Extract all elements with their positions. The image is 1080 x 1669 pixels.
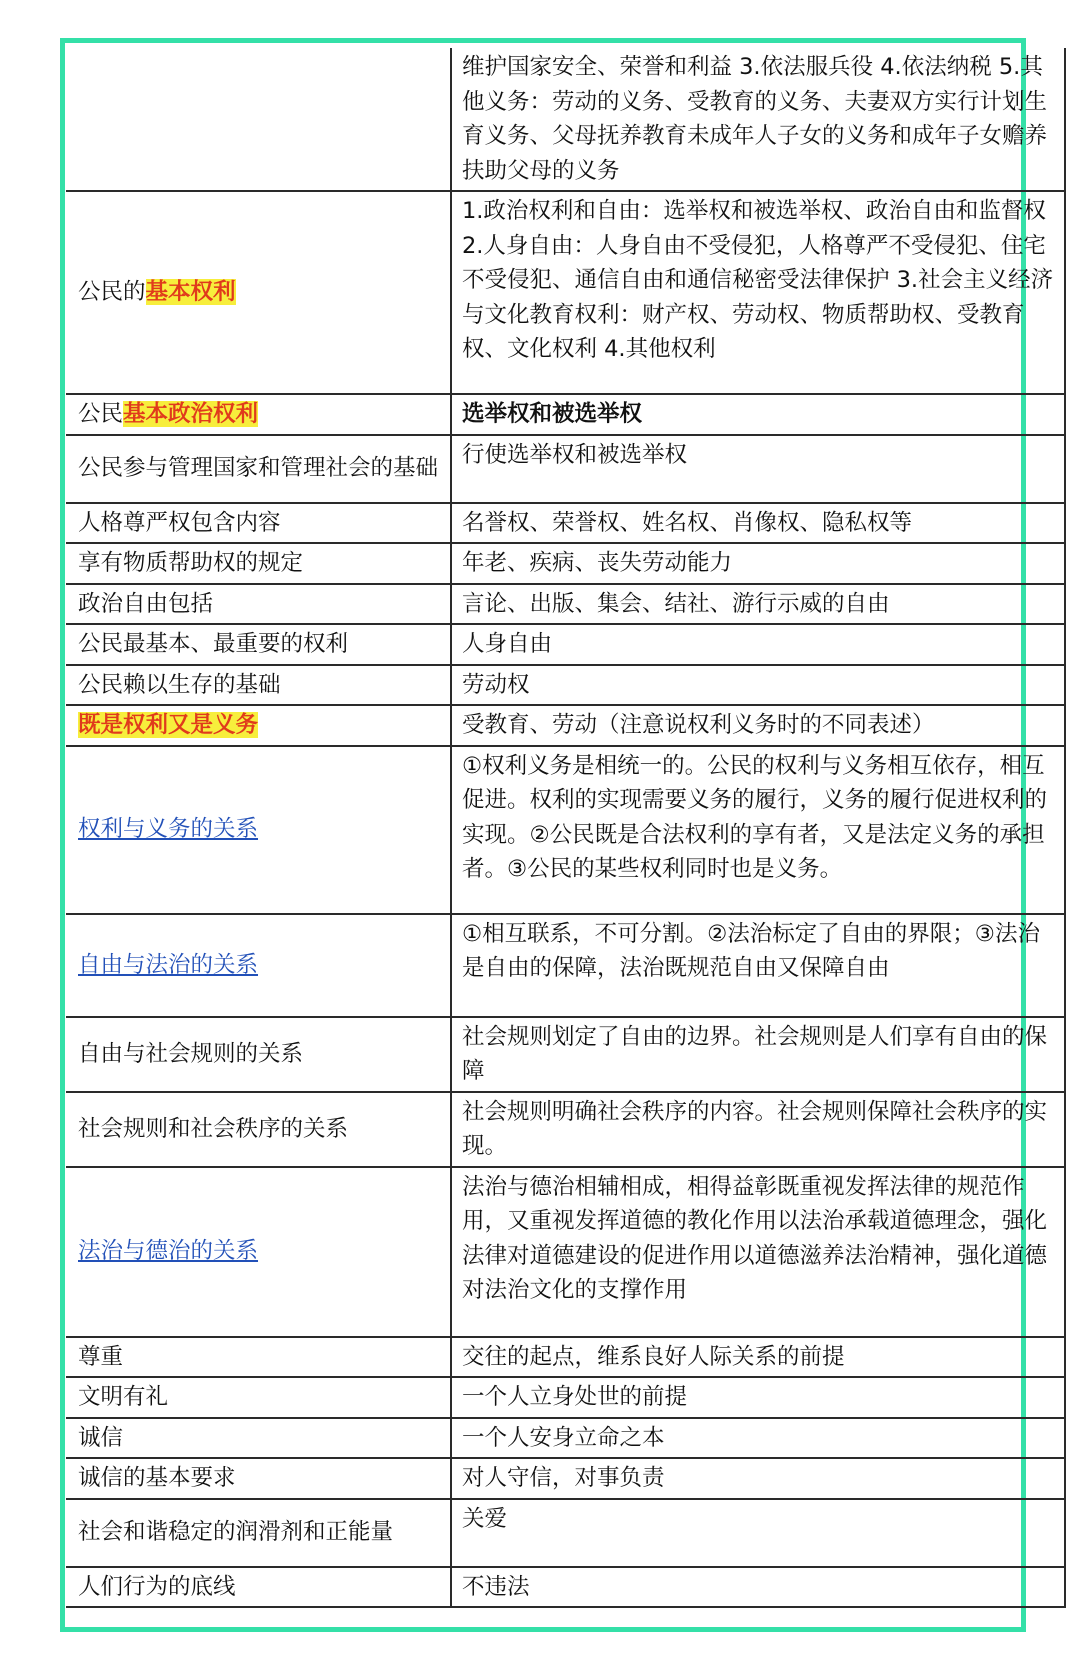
row-key: 公民赖以生存的基础 — [66, 665, 451, 706]
row-key — [66, 746, 451, 914]
row-value: 维护国家安全、荣誉和利益 3.依法服兵役 4.依法纳税 5.其他义务：劳动的义务、受教育的义务、夫妻双方实行计划生育义务、父母抚养教育未成年人子女的义务和成年子女赡养扶助父母的义务 — [451, 48, 1065, 191]
key-highlight: 基本政治权利 — [123, 401, 259, 427]
table-row — [66, 914, 1065, 1017]
table-row — [66, 1418, 1065, 1459]
row-value: 受教育、劳动（注意说权利义务时的不同表述） — [451, 705, 1065, 746]
table-row — [66, 543, 1065, 584]
row-key: 社会和谐稳定的润滑剂和正能量 — [66, 1499, 451, 1567]
key-prefix: 公民 — [78, 401, 124, 427]
row-key: 公民最基本、最重要的权利 — [66, 624, 451, 665]
row-value: 交往的起点，维系良好人际关系的前提 — [451, 1337, 1065, 1378]
row-value: 劳动权 — [451, 665, 1065, 706]
row-key: 人们行为的底线 — [66, 1567, 451, 1608]
table-row — [66, 1458, 1065, 1499]
row-value: 社会规则明确社会秩序的内容。社会规则保障社会秩序的实现。 — [451, 1092, 1065, 1167]
table-row — [66, 1499, 1065, 1567]
row-value: 言论、出版、集会、结社、游行示威的自由 — [451, 584, 1065, 625]
row-key: 享有物质帮助权的规定 — [66, 543, 451, 584]
table-row — [66, 191, 1065, 394]
row-key — [66, 48, 451, 191]
table-row — [66, 705, 1065, 746]
row-value: 年老、疾病、丧失劳动能力 — [451, 543, 1065, 584]
table-row — [66, 1017, 1065, 1092]
key-link[interactable]: 权利与义务的关系 — [78, 816, 259, 843]
row-key: 尊重 — [66, 1337, 451, 1378]
table-row — [66, 1167, 1065, 1337]
key-highlight: 既是权利又是义务 — [78, 712, 259, 738]
row-value: 对人守信，对事负责 — [451, 1458, 1065, 1499]
row-value: 行使选举权和被选举权 — [451, 435, 1065, 503]
row-key: 政治自由包括 — [66, 584, 451, 625]
row-key — [66, 191, 451, 394]
table-row — [66, 503, 1065, 544]
row-key — [66, 394, 451, 435]
table-row — [66, 48, 1065, 191]
key-link[interactable]: 自由与法治的关系 — [78, 951, 259, 978]
row-value: 人身自由 — [451, 624, 1065, 665]
table-row — [66, 394, 1065, 435]
row-value: ①相互联系，不可分割。②法治标定了自由的界限；③法治是自由的保障，法治既规范自由又保障自由 — [451, 914, 1065, 1017]
table-row — [66, 584, 1065, 625]
row-key: 社会规则和社会秩序的关系 — [66, 1092, 451, 1167]
table-row — [66, 1092, 1065, 1167]
table-row — [66, 1377, 1065, 1418]
row-key — [66, 914, 451, 1017]
key-link[interactable]: 法治与德治的关系 — [78, 1238, 259, 1265]
table-row — [66, 1337, 1065, 1378]
row-value: 名誉权、荣誉权、姓名权、肖像权、隐私权等 — [451, 503, 1065, 544]
knowledge-table — [66, 48, 1066, 1608]
row-value: 社会规则划定了自由的边界。社会规则是人们享有自由的保障 — [451, 1017, 1065, 1092]
row-key: 文明有礼 — [66, 1377, 451, 1418]
key-prefix: 公民的 — [78, 279, 146, 306]
row-value: 1.政治权利和自由：选举权和被选举权、政治自由和监督权 2.人身自由：人身自由不受侵犯，人格尊严不受侵犯、住宅不受侵犯、通信自由和通信秘密受法律保护 3.社会主义经济与文化教育权利：财产权、劳动权、物质帮助权、受教育权、文化权利 4.其他权利 — [451, 191, 1065, 394]
row-value: 不违法 — [451, 1567, 1065, 1608]
row-key — [66, 1167, 451, 1337]
row-value: 一个人立身处世的前提 — [451, 1377, 1065, 1418]
row-key: 诚信 — [66, 1418, 451, 1459]
table-row — [66, 435, 1065, 503]
table-row — [66, 624, 1065, 665]
row-key — [66, 705, 451, 746]
key-highlight: 基本权利 — [145, 279, 236, 306]
row-key: 诚信的基本要求 — [66, 1458, 451, 1499]
table-row — [66, 1567, 1065, 1608]
row-value: 一个人安身立命之本 — [451, 1418, 1065, 1459]
table-row — [66, 665, 1065, 706]
row-value: 关爱 — [451, 1499, 1065, 1567]
row-key: 公民参与管理国家和管理社会的基础 — [66, 435, 451, 503]
row-value: ①权利义务是相统一的。公民的权利与义务相互依存，相互促进。权利的实现需要义务的履行，义务的履行促进权利的实现。②公民既是合法权利的享有者，又是法定义务的承担者。③公民的某些权利同时也是义务。 — [451, 746, 1065, 914]
row-key: 人格尊严权包含内容 — [66, 503, 451, 544]
row-value: 选举权和被选举权 — [451, 394, 1065, 435]
row-key: 自由与社会规则的关系 — [66, 1017, 451, 1092]
row-value: 法治与德治相辅相成，相得益彰既重视发挥法律的规范作用，又重视发挥道德的教化作用以法治承载道德理念，强化法律对道德建设的促进作用以道德滋养法治精神，强化道德对法治文化的支撑作用 — [451, 1167, 1065, 1337]
table-row — [66, 746, 1065, 914]
